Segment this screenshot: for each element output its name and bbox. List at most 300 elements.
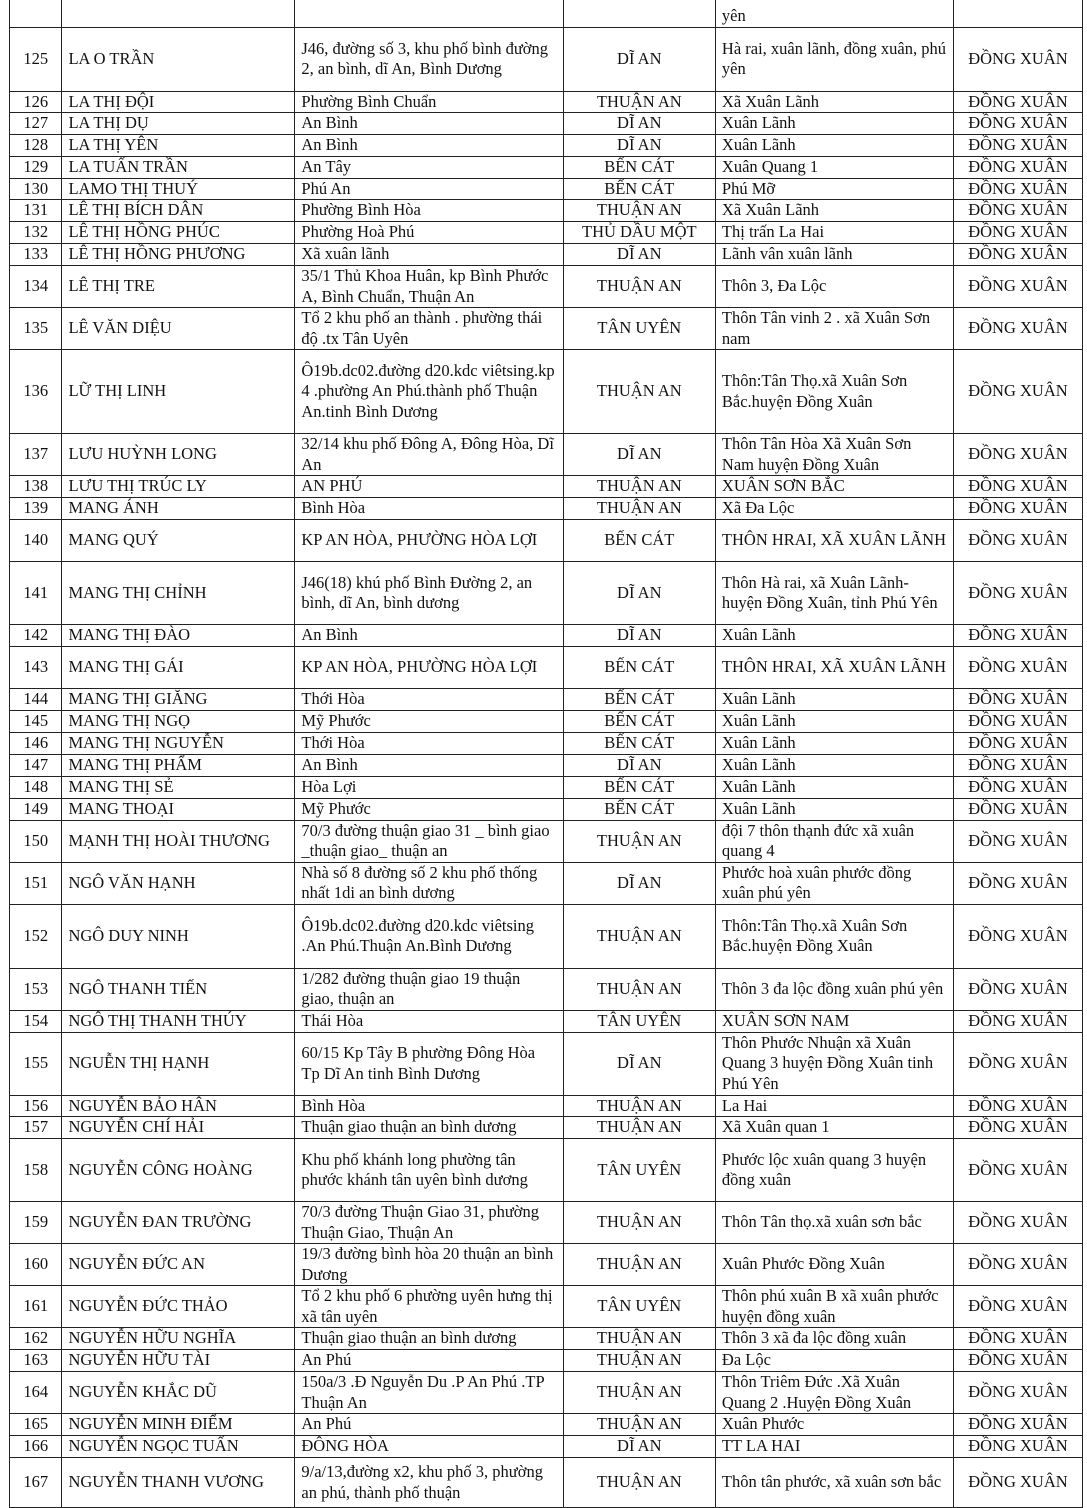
cell-home-district: ĐỒNG XUÂN — [953, 520, 1082, 562]
cell-address: Thuận giao thuận an bình dương — [295, 1117, 563, 1139]
cell-hometown: THÔN HRAI, XÃ XUÂN LÃNH — [715, 520, 953, 562]
table-row — [10, 1328, 1083, 1350]
cell-no: 161 — [10, 1286, 62, 1328]
table-row — [10, 1436, 1083, 1458]
cell-hometown: Xuân Lãnh — [715, 625, 953, 647]
cell-address: Mỹ Phước — [295, 711, 563, 733]
cell-hometown: Xuân Lãnh — [715, 113, 953, 135]
cell-address: An Phú — [295, 1350, 563, 1372]
cell-home-district: ĐỒNG XUÂN — [953, 625, 1082, 647]
cell-district: THUẬN AN — [563, 1202, 715, 1244]
cell-name: MANG THỊ GIĂNG — [62, 689, 295, 711]
cell-address: Nhà số 8 đường số 2 khu phố thống nhất 1di an bình dương — [295, 862, 563, 904]
cell-no: 136 — [10, 350, 62, 434]
cell-address: Khu phố khánh long phường tân phước khánh tân uyên bình dương — [295, 1139, 563, 1202]
table-row — [10, 862, 1083, 904]
table-row — [10, 1032, 1083, 1095]
table-row — [10, 498, 1083, 520]
cell-district: THUẬN AN — [563, 498, 715, 520]
cell-address: 35/1 Thủ Khoa Huân, kp Bình Phước A, Bình Chuẩn, Thuận An — [295, 266, 563, 308]
cell-home-district: ĐỒNG XUÂN — [953, 434, 1082, 476]
cell-hometown: Xã Xuân quan 1 — [715, 1117, 953, 1139]
cell-hometown: Xuân Lãnh — [715, 689, 953, 711]
cell-hometown: Thôn 3 xã đa lộc đồng xuân — [715, 1328, 953, 1350]
cell-district: THUẬN AN — [563, 350, 715, 434]
cell-no: 162 — [10, 1328, 62, 1350]
cell-hometown: Xuân Lãnh — [715, 776, 953, 798]
cell-home-district: ĐỒNG XUÂN — [953, 1117, 1082, 1139]
cell-name: LA THỊ ĐỘI — [62, 91, 295, 113]
table-row — [10, 222, 1083, 244]
cell-name: NGUYỄN ĐỨC AN — [62, 1244, 295, 1286]
cell-hometown: XUÂN SƠN BẮC — [715, 476, 953, 498]
cell-no: 144 — [10, 689, 62, 711]
cell-home-district: ĐỒNG XUÂN — [953, 862, 1082, 904]
cell-name: LƯU HUỲNH LONG — [62, 434, 295, 476]
cell-district: THUẬN AN — [563, 1117, 715, 1139]
table-row — [10, 476, 1083, 498]
cell-no: 138 — [10, 476, 62, 498]
cell-district: THUẬN AN — [563, 1372, 715, 1414]
cell-name: LÊ THỊ BÍCH DÂN — [62, 200, 295, 222]
cell-no: 164 — [10, 1372, 62, 1414]
cell-home-district: ĐỒNG XUÂN — [953, 244, 1082, 266]
cell-hometown: Thôn 3 đa lộc đồng xuân phú yên — [715, 968, 953, 1010]
table-row — [10, 1139, 1083, 1202]
cell-home-district: ĐỒNG XUÂN — [953, 200, 1082, 222]
cell-address: 32/14 khu phố Đông A, Đông Hòa, Dĩ An — [295, 434, 563, 476]
cell-district: DĨ AN — [563, 27, 715, 91]
cell-no: 159 — [10, 1202, 62, 1244]
cell-address: Mỹ Phước — [295, 798, 563, 820]
cell-name: LA THỊ DỤ — [62, 113, 295, 135]
cell-home-district: ĐỒNG XUÂN — [953, 904, 1082, 968]
cell-no: 132 — [10, 222, 62, 244]
cell-district: DĨ AN — [563, 1032, 715, 1095]
cell-address: Bình Hòa — [295, 498, 563, 520]
residents-table — [9, 0, 1083, 1508]
cell-no: 146 — [10, 733, 62, 755]
cell-name: MANG THOẠI — [62, 798, 295, 820]
cell-no: 130 — [10, 178, 62, 200]
cell-hometown: Xuân Lãnh — [715, 798, 953, 820]
cell-name: NGUYỄN HỮU TÀI — [62, 1350, 295, 1372]
cell-home-district: ĐỒNG XUÂN — [953, 498, 1082, 520]
cell-no: 156 — [10, 1095, 62, 1117]
cell-district: THUẬN AN — [563, 1458, 715, 1508]
cell-hometown: Xã Xuân Lãnh — [715, 91, 953, 113]
cell-name: NGUYỄN THANH VƯƠNG — [62, 1458, 295, 1508]
cell-home-district: ĐỒNG XUÂN — [953, 820, 1082, 862]
cell-name: LAMO THỊ THUÝ — [62, 178, 295, 200]
cell-district: BẾN CÁT — [563, 798, 715, 820]
cell-district: THUẬN AN — [563, 1350, 715, 1372]
cell-no: 140 — [10, 520, 62, 562]
cell-home-district: ĐỒNG XUÂN — [953, 91, 1082, 113]
cell-address — [295, 0, 563, 27]
cell-home-district: ĐỒNG XUÂN — [953, 562, 1082, 625]
table-row — [10, 350, 1083, 434]
cell-hometown: Phú Mỡ — [715, 178, 953, 200]
table-row — [10, 1095, 1083, 1117]
cell-home-district: ĐỒNG XUÂN — [953, 1414, 1082, 1436]
cell-no: 147 — [10, 755, 62, 777]
table-row — [10, 904, 1083, 968]
cell-name: NGUYỄN CÔNG HOÀNG — [62, 1139, 295, 1202]
cell-hometown: Thôn phú xuân B xã xuân phước huyện đồng xuân — [715, 1286, 953, 1328]
cell-district: TÂN UYÊN — [563, 1010, 715, 1032]
cell-no: 154 — [10, 1010, 62, 1032]
cell-address: Tổ 2 khu phố 6 phường uyên hưng thị xã tân uyên — [295, 1286, 563, 1328]
table-row — [10, 1372, 1083, 1414]
cell-address: Bình Hòa — [295, 1095, 563, 1117]
cell-district: THUẬN AN — [563, 91, 715, 113]
cell-no: 126 — [10, 91, 62, 113]
cell-home-district: ĐỒNG XUÂN — [953, 689, 1082, 711]
cell-name: NGUYỄN BẢO HÂN — [62, 1095, 295, 1117]
cell-district: BẾN CÁT — [563, 520, 715, 562]
cell-district: THUẬN AN — [563, 200, 715, 222]
cell-district: BẾN CÁT — [563, 689, 715, 711]
cell-hometown: Thôn:Tân Thọ.xã Xuân Sơn Bắc.huyện Đồng Xuân — [715, 904, 953, 968]
table-row — [10, 156, 1083, 178]
cell-hometown: Thôn Hà rai, xã Xuân Lãnh- huyện Đồng Xuân, tỉnh Phú Yên — [715, 562, 953, 625]
cell-address: KP AN HÒA, PHƯỜNG HÒA LỢI — [295, 520, 563, 562]
cell-district: DĨ AN — [563, 1436, 715, 1458]
cell-home-district: ĐỒNG XUÂN — [953, 1095, 1082, 1117]
cell-no: 129 — [10, 156, 62, 178]
cell-district: DĨ AN — [563, 244, 715, 266]
cell-hometown: Thôn 3, Đa Lộc — [715, 266, 953, 308]
cell-name: MANG THỊ PHẨM — [62, 755, 295, 777]
cell-name: NGUYỄN MINH ĐIỂM — [62, 1414, 295, 1436]
cell-home-district: ĐỒNG XUÂN — [953, 798, 1082, 820]
cell-name: LÊ THỊ TRE — [62, 266, 295, 308]
cell-address: ĐÔNG HÒA — [295, 1436, 563, 1458]
cell-hometown: Xã Xuân Lãnh — [715, 200, 953, 222]
cell-name: LA TUẤN TRẦN — [62, 156, 295, 178]
table-row — [10, 1350, 1083, 1372]
cell-home-district: ĐỒNG XUÂN — [953, 1372, 1082, 1414]
cell-name — [62, 0, 295, 27]
cell-name: MANG THỊ ĐÀO — [62, 625, 295, 647]
cell-hometown: Thị trấn La Hai — [715, 222, 953, 244]
table-row — [10, 1244, 1083, 1286]
cell-name: MANG QUÝ — [62, 520, 295, 562]
cell-name: NGUYỄN ĐAN TRƯỜNG — [62, 1202, 295, 1244]
table-body — [10, 0, 1083, 1508]
cell-home-district: ĐỒNG XUÂN — [953, 968, 1082, 1010]
cell-name: MANG THỊ NGUYỄN — [62, 733, 295, 755]
cell-home-district: ĐỒNG XUÂN — [953, 647, 1082, 689]
cell-address: Ô19b.dc02.đường d20.kdc viêtsing .An Phú.Thuận An.Bình Dương — [295, 904, 563, 968]
cell-district: BẾN CÁT — [563, 733, 715, 755]
cell-name: LÊ VĂN DIỆU — [62, 308, 295, 350]
cell-name: NGÔ VĂN HẠNH — [62, 862, 295, 904]
cell-name: NGÔ THỊ THANH THÚY — [62, 1010, 295, 1032]
table-row — [10, 647, 1083, 689]
cell-district — [563, 0, 715, 27]
cell-name: NGUYỄN CHÍ HẢI — [62, 1117, 295, 1139]
cell-address: An Tây — [295, 156, 563, 178]
cell-hometown: đội 7 thôn thạnh đức xã xuân quang 4 — [715, 820, 953, 862]
cell-hometown: La Hai — [715, 1095, 953, 1117]
cell-hometown: Hà rai, xuân lãnh, đồng xuân, phú yên — [715, 27, 953, 91]
cell-address: Phú An — [295, 178, 563, 200]
cell-district: TÂN UYÊN — [563, 1286, 715, 1328]
cell-no: 133 — [10, 244, 62, 266]
cell-address: 19/3 đường bình hòa 20 thuận an bình Dương — [295, 1244, 563, 1286]
cell-home-district: ĐỒNG XUÂN — [953, 266, 1082, 308]
cell-address: An Bình — [295, 134, 563, 156]
table-row-partial — [10, 0, 1083, 27]
cell-name: MẠNH THỊ HOÀI THƯƠNG — [62, 820, 295, 862]
cell-hometown: Thôn Tân thọ.xã xuân sơn bắc — [715, 1202, 953, 1244]
cell-home-district: ĐỒNG XUÂN — [953, 1032, 1082, 1095]
cell-hometown: Xuân Lãnh — [715, 711, 953, 733]
cell-address: KP AN HÒA, PHƯỜNG HÒA LỢI — [295, 647, 563, 689]
cell-address: An Phú — [295, 1414, 563, 1436]
cell-hometown: XUÂN SƠN NAM — [715, 1010, 953, 1032]
cell-no: 166 — [10, 1436, 62, 1458]
cell-name: NGUYỄN KHẮC DŨ — [62, 1372, 295, 1414]
cell-address: 70/3 đường Thuận Giao 31, phường Thuận Giao, Thuận An — [295, 1202, 563, 1244]
cell-hometown: Xã Đa Lộc — [715, 498, 953, 520]
table-row — [10, 1286, 1083, 1328]
cell-no: 167 — [10, 1458, 62, 1508]
cell-district: DĨ AN — [563, 862, 715, 904]
cell-no: 148 — [10, 776, 62, 798]
cell-address: An Bình — [295, 755, 563, 777]
cell-district: BẾN CÁT — [563, 178, 715, 200]
cell-name: NGÔ THANH TIẾN — [62, 968, 295, 1010]
cell-name: NGUYỄN HỮU NGHĨA — [62, 1328, 295, 1350]
cell-name: LƯU THỊ TRÚC LY — [62, 476, 295, 498]
cell-district: THUẬN AN — [563, 476, 715, 498]
table-row — [10, 968, 1083, 1010]
cell-hometown: Lãnh vân xuân lãnh — [715, 244, 953, 266]
cell-home-district: ĐỒNG XUÂN — [953, 222, 1082, 244]
cell-hometown: Phước lộc xuân quang 3 huyện đồng xuân — [715, 1139, 953, 1202]
cell-name: MANG THỊ SẺ — [62, 776, 295, 798]
cell-no: 128 — [10, 134, 62, 156]
cell-hometown: Xuân Phước Đồng Xuân — [715, 1244, 953, 1286]
cell-name: NGÔ DUY NINH — [62, 904, 295, 968]
cell-home-district: ĐỒNG XUÂN — [953, 308, 1082, 350]
cell-home-district: ĐỒNG XUÂN — [953, 1436, 1082, 1458]
cell-address: Phường Hoà Phú — [295, 222, 563, 244]
cell-no: 160 — [10, 1244, 62, 1286]
cell-home-district: ĐỒNG XUÂN — [953, 1010, 1082, 1032]
cell-hometown: Thôn Phước Nhuận xã Xuân Quang 3 huyện Đồng Xuân tinh Phú Yên — [715, 1032, 953, 1095]
cell-home-district: ĐỒNG XUÂN — [953, 156, 1082, 178]
cell-home-district: ĐỒNG XUÂN — [953, 1458, 1082, 1508]
cell-hometown: Thôn Tân vinh 2 . xã Xuân Sơn nam — [715, 308, 953, 350]
cell-name: NGUYỄN ĐỨC THẢO — [62, 1286, 295, 1328]
cell-name: LÊ THỊ HỒNG PHƯƠNG — [62, 244, 295, 266]
cell-name: NGUYỄN NGỌC TUẤN — [62, 1436, 295, 1458]
table-row — [10, 308, 1083, 350]
cell-no: 165 — [10, 1414, 62, 1436]
cell-no: 145 — [10, 711, 62, 733]
cell-home-district — [953, 0, 1082, 27]
cell-no: 141 — [10, 562, 62, 625]
table-row — [10, 1414, 1083, 1436]
cell-no: 157 — [10, 1117, 62, 1139]
cell-address: Thới Hòa — [295, 689, 563, 711]
cell-address: 1/282 đường thuận giao 19 thuận giao, thuận an — [295, 968, 563, 1010]
cell-name: LA THỊ YÊN — [62, 134, 295, 156]
cell-district: DĨ AN — [563, 134, 715, 156]
cell-district: DĨ AN — [563, 562, 715, 625]
table-row — [10, 798, 1083, 820]
cell-home-district: ĐỒNG XUÂN — [953, 178, 1082, 200]
cell-address: J46(18) khú phố Bình Đường 2, an bình, dĩ An, bình dương — [295, 562, 563, 625]
table-row — [10, 1202, 1083, 1244]
cell-no: 151 — [10, 862, 62, 904]
cell-district: DĨ AN — [563, 113, 715, 135]
table-row — [10, 266, 1083, 308]
cell-hometown: Thôn:Tân Thọ.xã Xuân Sơn Bắc.huyện Đồng Xuân — [715, 350, 953, 434]
cell-address: J46, đường số 3, khu phố bình đường 2, an bình, dĩ An, Bình Dương — [295, 27, 563, 91]
cell-home-district: ĐỒNG XUÂN — [953, 1328, 1082, 1350]
cell-district: BẾN CÁT — [563, 156, 715, 178]
table-row — [10, 27, 1083, 91]
table-row — [10, 434, 1083, 476]
cell-hometown: Xuân Lãnh — [715, 733, 953, 755]
table-row — [10, 625, 1083, 647]
cell-address: 70/3 đường thuận giao 31 _ bình giao _thuận giao_ thuận an — [295, 820, 563, 862]
table-row — [10, 134, 1083, 156]
cell-home-district: ĐỒNG XUÂN — [953, 1286, 1082, 1328]
cell-home-district: ĐỒNG XUÂN — [953, 711, 1082, 733]
cell-address: 9/a/13,đường x2, khu phố 3, phường an phú, thành phố thuận — [295, 1458, 563, 1508]
cell-district: BẾN CÁT — [563, 711, 715, 733]
cell-name: LÊ THỊ HỒNG PHÚC — [62, 222, 295, 244]
cell-no: 137 — [10, 434, 62, 476]
table-row — [10, 1458, 1083, 1508]
table-row — [10, 1117, 1083, 1139]
cell-district: DĨ AN — [563, 434, 715, 476]
cell-district: THUẬN AN — [563, 1244, 715, 1286]
cell-address: Hòa Lợi — [295, 776, 563, 798]
cell-home-district: ĐỒNG XUÂN — [953, 113, 1082, 135]
cell-district: THUẬN AN — [563, 820, 715, 862]
cell-district: THUẬN AN — [563, 1414, 715, 1436]
cell-hometown: Thôn Tân Hòa Xã Xuân Sơn Nam huyện Đồng Xuân — [715, 434, 953, 476]
cell-address: AN PHÚ — [295, 476, 563, 498]
table-row — [10, 733, 1083, 755]
cell-name: MANG THỊ GÁI — [62, 647, 295, 689]
cell-district: TÂN UYÊN — [563, 308, 715, 350]
cell-hometown: Xuân Quang 1 — [715, 156, 953, 178]
cell-name: NGUỄN THỊ HẠNH — [62, 1032, 295, 1095]
cell-no: 143 — [10, 647, 62, 689]
cell-hometown: TT LA HAI — [715, 1436, 953, 1458]
cell-no: 142 — [10, 625, 62, 647]
cell-home-district: ĐỒNG XUÂN — [953, 1244, 1082, 1286]
table-row — [10, 113, 1083, 135]
cell-address: 150a/3 .Đ Nguyễn Du .P An Phú .TP Thuận An — [295, 1372, 563, 1414]
cell-hometown: yên — [715, 0, 953, 27]
table-row — [10, 200, 1083, 222]
cell-home-district: ĐỒNG XUÂN — [953, 733, 1082, 755]
cell-no: 134 — [10, 266, 62, 308]
cell-name: MANG THỊ CHỈNH — [62, 562, 295, 625]
cell-no: 139 — [10, 498, 62, 520]
cell-no: 131 — [10, 200, 62, 222]
cell-home-district: ĐỒNG XUÂN — [953, 476, 1082, 498]
cell-no: 127 — [10, 113, 62, 135]
cell-address: An Bình — [295, 625, 563, 647]
cell-address: Thới Hòa — [295, 733, 563, 755]
cell-name: LA O TRẦN — [62, 27, 295, 91]
cell-district: DĨ AN — [563, 625, 715, 647]
table-row — [10, 755, 1083, 777]
table-row — [10, 244, 1083, 266]
cell-no: 155 — [10, 1032, 62, 1095]
cell-hometown: Xuân Phước — [715, 1414, 953, 1436]
cell-no: 163 — [10, 1350, 62, 1372]
cell-no — [10, 0, 62, 27]
cell-district: BẾN CÁT — [563, 647, 715, 689]
cell-district: THUẬN AN — [563, 266, 715, 308]
cell-address: An Bình — [295, 113, 563, 135]
cell-address: 60/15 Kp Tây B phường Đông Hòa Tp Dĩ An tinh Bình Dương — [295, 1032, 563, 1095]
cell-district: BẾN CÁT — [563, 776, 715, 798]
cell-address: Thái Hòa — [295, 1010, 563, 1032]
cell-name: MANG ÁNH — [62, 498, 295, 520]
cell-hometown: Thôn Triêm Đức .Xã Xuân Quang 2 .Huyện Đồng Xuân — [715, 1372, 953, 1414]
cell-home-district: ĐỒNG XUÂN — [953, 755, 1082, 777]
cell-district: TÂN UYÊN — [563, 1139, 715, 1202]
table-row — [10, 1010, 1083, 1032]
cell-district: DĨ AN — [563, 755, 715, 777]
table-row — [10, 178, 1083, 200]
table-row — [10, 776, 1083, 798]
table-row — [10, 520, 1083, 562]
cell-home-district: ĐỒNG XUÂN — [953, 1202, 1082, 1244]
cell-no: 150 — [10, 820, 62, 862]
cell-district: THUẬN AN — [563, 968, 715, 1010]
cell-home-district: ĐỒNG XUÂN — [953, 134, 1082, 156]
cell-home-district: ĐỒNG XUÂN — [953, 350, 1082, 434]
table-row — [10, 689, 1083, 711]
cell-district: THỦ DẦU MỘT — [563, 222, 715, 244]
cell-no: 152 — [10, 904, 62, 968]
cell-address: Phường Bình Chuẩn — [295, 91, 563, 113]
table-row — [10, 562, 1083, 625]
cell-home-district: ĐỒNG XUÂN — [953, 1139, 1082, 1202]
cell-no: 149 — [10, 798, 62, 820]
cell-no: 125 — [10, 27, 62, 91]
cell-hometown: Phước hoà xuân phước đồng xuân phú yên — [715, 862, 953, 904]
cell-name: MANG THỊ NGỌ — [62, 711, 295, 733]
cell-address: Xã xuân lãnh — [295, 244, 563, 266]
cell-district: THUẬN AN — [563, 1328, 715, 1350]
cell-home-district: ĐỒNG XUÂN — [953, 776, 1082, 798]
table-row — [10, 91, 1083, 113]
cell-name: LỮ THỊ LINH — [62, 350, 295, 434]
cell-no: 158 — [10, 1139, 62, 1202]
cell-address: Tổ 2 khu phố an thành . phường thái độ .tx Tân Uyên — [295, 308, 563, 350]
cell-address: Thuận giao thuận an bình dương — [295, 1328, 563, 1350]
cell-address: Ô19b.dc02.đường d20.kdc viêtsing.kp 4 .phường An Phú.thành phố Thuận An.tinh Bình Dương — [295, 350, 563, 434]
table-row — [10, 711, 1083, 733]
cell-district: THUẬN AN — [563, 904, 715, 968]
cell-home-district: ĐỒNG XUÂN — [953, 1350, 1082, 1372]
cell-hometown: Xuân Lãnh — [715, 134, 953, 156]
